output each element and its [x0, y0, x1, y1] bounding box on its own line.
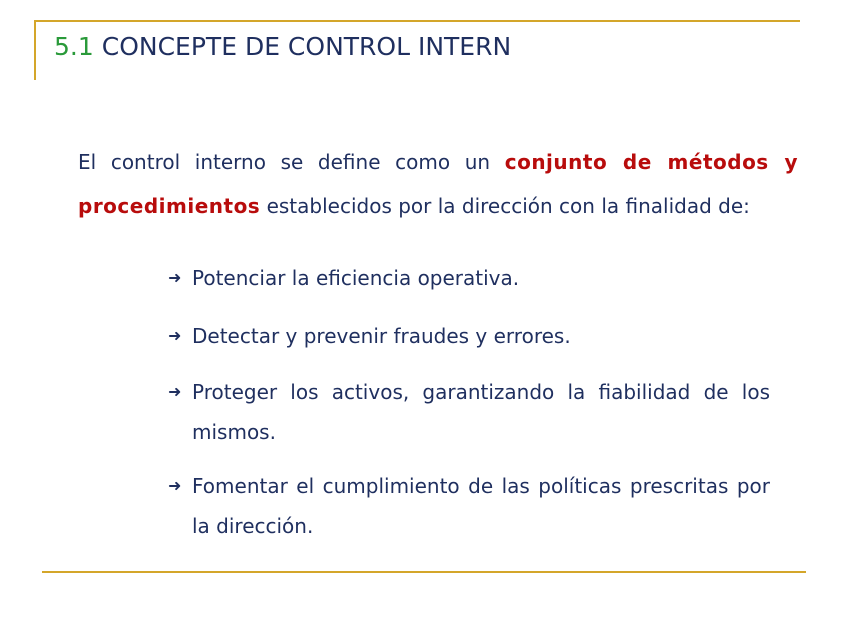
list-item-text: Potenciar la eficiencia operativa. [192, 266, 520, 290]
list-item-text: Fomentar el cumplimiento de las políticas prescritas por la dirección. [192, 474, 770, 538]
title-top-rule [34, 20, 800, 22]
arrow-right-icon: ➜ [168, 382, 182, 401]
intro-paragraph [78, 140, 798, 228]
arrow-right-icon: ➜ [168, 268, 182, 287]
list-item [168, 258, 770, 298]
arrow-right-icon: ➜ [168, 326, 182, 345]
title-text: CONCEPTE DE CONTROL INTERN [101, 32, 512, 61]
title-left-rule [34, 20, 36, 80]
intro-highlight: conjunto de métodos y procedimientos [78, 150, 798, 218]
list-item [168, 466, 770, 546]
bottom-rule [42, 571, 806, 573]
list-item-text: Proteger los activos, garantizando la fiabilidad de los mismos. [192, 380, 770, 444]
bullet-list [168, 258, 770, 562]
intro-prefix: El control interno se define como un [78, 150, 505, 174]
list-item-text: Detectar y prevenir fraudes y errores. [192, 324, 571, 348]
intro-suffix: establecidos por la dirección con la finalidad de: [260, 194, 750, 218]
title-number: 5.1 [54, 32, 94, 61]
list-item [168, 372, 770, 452]
arrow-right-icon: ➜ [168, 476, 182, 495]
list-item [168, 316, 770, 356]
page-title [54, 32, 511, 62]
